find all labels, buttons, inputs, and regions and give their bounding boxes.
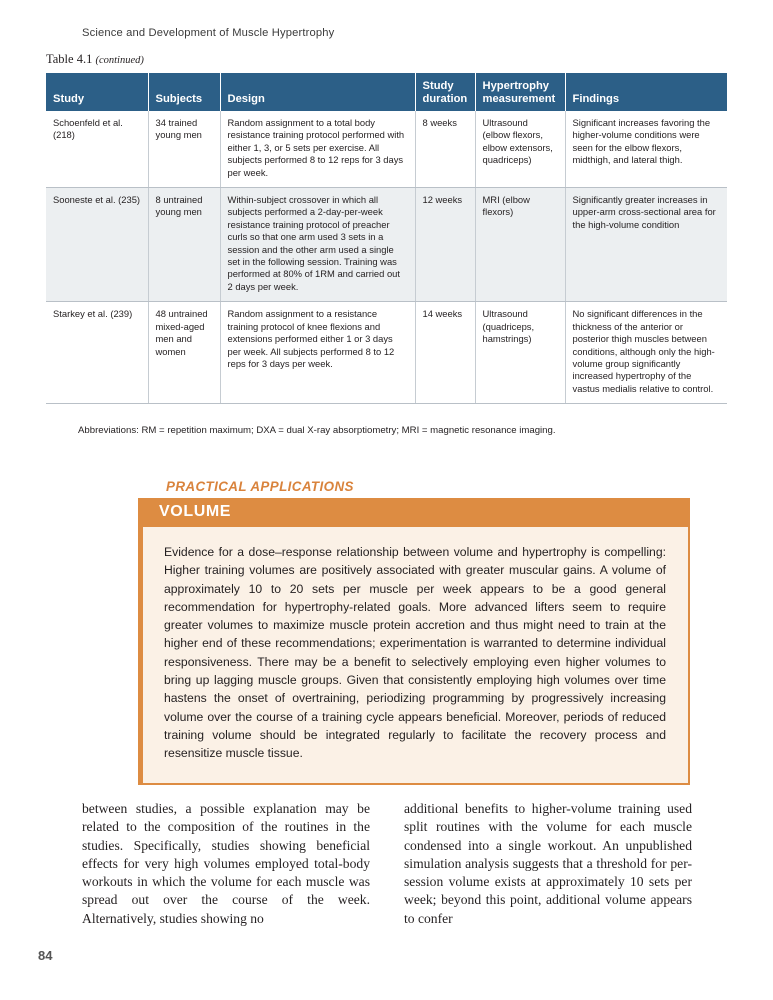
cell-measurement: Ultrasound (quadriceps, hamstrings) [475,302,565,404]
column-header-study: Study [46,73,148,111]
cell-study: Sooneste et al. (235) [46,188,148,302]
cell-design: Within-subject crossover in which all subjects performed a 2-day-per-week resistance training protocol of preacher curls so that one arm used 3 sets in a session and the other arm used a single set in the following session. Training was performed at 80% of 1RM and carried out 2 days per week. [220,188,415,302]
table-header-row [46,73,727,111]
practical-applications-box [138,498,690,785]
table-row [46,188,727,302]
body-column-right: additional benefits to higher-volume training used split routines with the volume for each muscle condensed into a single workout. An unpublished simulation analysis suggests that a threshold for per-session volume exists at approximately 10 sets per week; beyond this point, additional volume appears to confer [404,801,692,926]
body-text-columns [82,800,692,928]
column-header-design: Design [220,73,415,111]
cell-findings: No significant differences in the thickness of the anterior or posterior thigh muscles between conditions, although only the high-volume group significantly increased hypertrophy of the vastus medialis relative to control. [565,302,727,404]
table-row [46,111,727,188]
table-caption-label: Table 4.1 [46,52,93,66]
cell-design: Random assignment to a resistance training protocol of knee flexions and extensions performed either 1 or 3 days per week. All subjects performed 8 to 12 reps for 3 days per week. [220,302,415,404]
cell-subjects: 8 untrained young men [148,188,220,302]
cell-duration: 14 weeks [415,302,475,404]
table-abbreviations-note: Abbreviations: RM = repetition maximum; DXA = dual X-ray absorptiometry; MRI = magnetic resonance imaging. [78,425,556,436]
cell-duration: 8 weeks [415,111,475,188]
cell-design: Random assignment to a total body resistance training protocol performed with either 1, 3, or 5 sets per exercise. All subjects performed 8 to 12 reps for 3 days per week. [220,111,415,188]
table-row [46,302,727,404]
practical-applications-label: PRACTICAL APPLICATIONS [166,479,354,494]
cell-study: Schoenfeld et al. (218) [46,111,148,188]
column-header-findings: Findings [565,73,727,111]
cell-findings: Significant increases favoring the higher-volume conditions were seen for the elbow flexors, midthigh, and lateral thigh. [565,111,727,188]
column-header-subjects: Subjects [148,73,220,111]
table-caption [46,52,144,67]
body-column-left: between studies, a possible explanation may be related to the composition of the routines in the studies. Specifically, studies showing beneficial effects for very high volumes employed total-body workouts in which the volume for each muscle was spread out over the course of the week. Alternatively, studies showing no [82,801,370,926]
page-number: 84 [38,948,53,963]
cell-duration: 12 weeks [415,188,475,302]
column-header-hypertrophy-measurement: Hypertrophy measurement [475,73,565,111]
practical-applications-body: Evidence for a dose–response relationship between volume and hypertrophy is compelling: Higher training volumes are positively associated with greater muscular gains. A volume of approximately 10 to 20 sets per muscle per week appears to be a good general recommendation for hypertrophy-related goals. More advanced lifters seem to require greater volumes to maximize muscle protein accretion and thus might need to train at the higher end of these recommendations; experimentation is warranted to determine individual responsiveness. There may be a benefit to selectively employing even higher volumes to bring up lagging muscle groups. Given that consistently employing high volumes over time hastens the onset of overtraining, periodizing programming by progressively increasing volume over the course of a training cycle appears beneficial. Moreover, periods of reduced training volume should be integrated regularly to facilitate the recovery process and resensitize muscle tissue. [164,545,666,761]
cell-subjects: 34 trained young men [148,111,220,188]
cell-measurement: MRI (elbow flexors) [475,188,565,302]
running-head: Science and Development of Muscle Hypertrophy [82,27,335,39]
cell-subjects: 48 untrained mixed-aged men and women [148,302,220,404]
practical-applications-heading: VOLUME [143,498,688,527]
cell-study: Starkey et al. (239) [46,302,148,404]
cell-measurement: Ultrasound (elbow flexors, elbow extensors, quadriceps) [475,111,565,188]
study-summary-table [46,73,727,404]
column-header-study-duration: Study duration [415,73,475,111]
cell-findings: Significantly greater increases in upper-arm cross-sectional area for the high-volume condition [565,188,727,302]
table-caption-note: (continued) [95,55,144,66]
